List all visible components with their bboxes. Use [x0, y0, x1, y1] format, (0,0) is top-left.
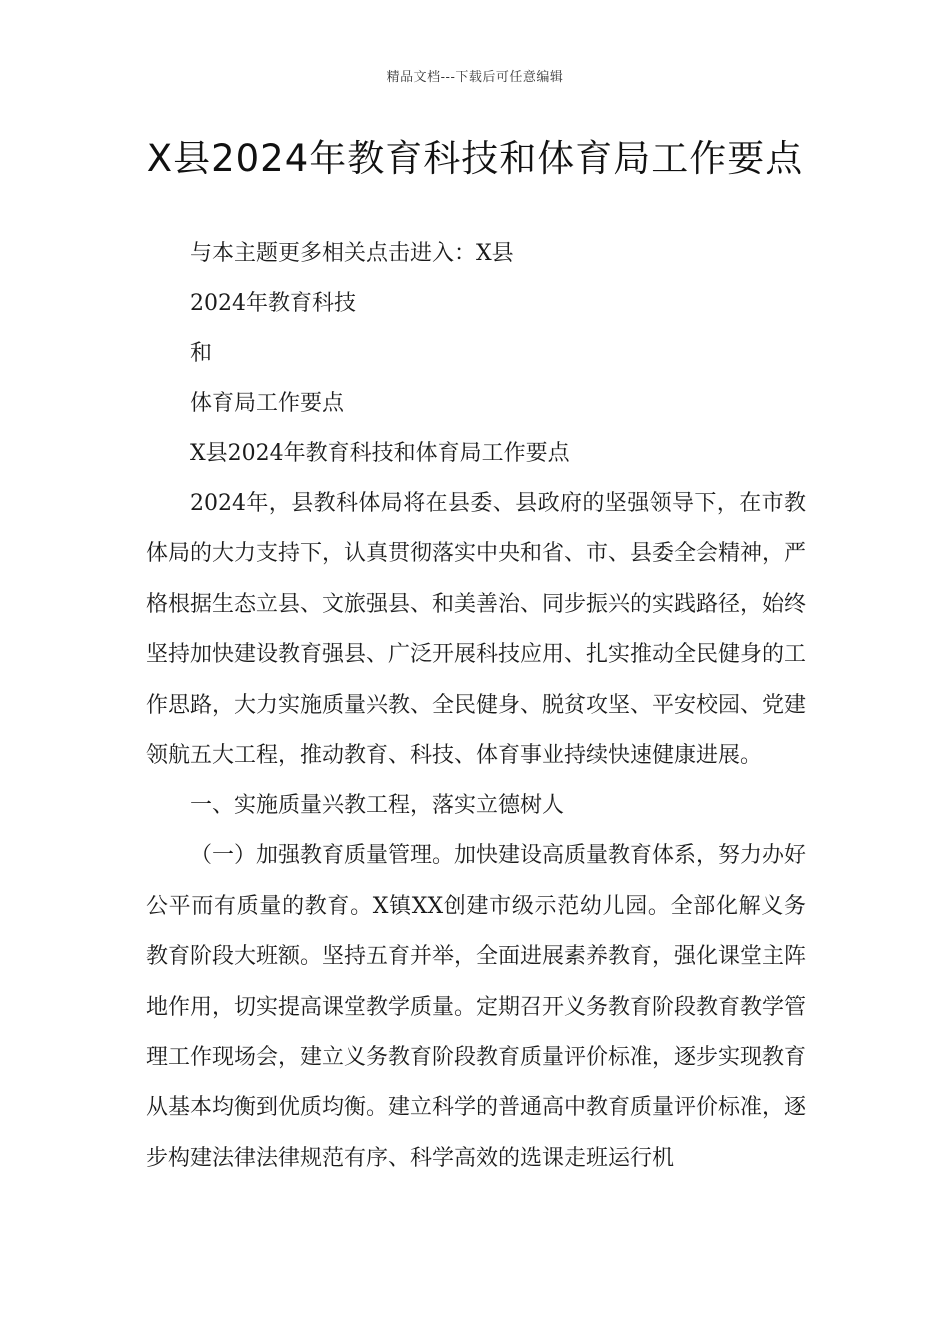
section-heading: 一、实施质量兴教工程，落实立德树人 [190, 793, 565, 819]
related-topic-line[interactable]: 体育局工作要点 [190, 391, 345, 416]
subtitle: X县2024年教育科技和体育局工作要点 [190, 441, 570, 466]
document-title: X县2024年教育科技和体育局工作要点 [146, 137, 804, 180]
section-paragraph: （一）加强教育质量管理。加快建设高质量教育体系，努力办好公平而有质量的教育。X镇XX创建市级示范幼儿园。全部化解义务教育阶段大班额。坚持五育并举，全面进展素养教育，强化课堂主阵地作用，切实提高课堂教学质量。定期召开义务教育阶段教育教学管理工作现场会，建立义务教育阶段教育质量评价标准，逐步实现教育从基本均衡到优质均衡。建立科学的普通高中教育质量评价标准，逐步构建法律法律规范有序、科学高效的选课走班运行机 [146, 843, 807, 1171]
document-body [146, 229, 806, 1184]
related-topic-line[interactable]: 和 [190, 341, 213, 366]
related-topic-line[interactable]: 与本主题更多相关点击进入：X县 [190, 241, 514, 266]
intro-paragraph: 2024年，县教科体局将在县委、县政府的坚强领导下，在市教体局的大力支持下，认真贯彻落实中央和省、市、县委全会精神，严格根据生态立县、文旅强县、和美善治、同步振兴的实践路径，始终坚持加快建设教育强县、广泛开展科技应用、扎实推动全民健身的工作思路，大力实施质量兴教、全民健身、脱贫攻坚、平安校园、党建领航五大工程，推动教育、科技、体育事业持续快速健康进展。 [146, 491, 807, 769]
related-topic-line[interactable]: 2024年教育科技 [190, 291, 356, 316]
header-note: 精品文档---下载后可任意编辑 [386, 70, 564, 85]
